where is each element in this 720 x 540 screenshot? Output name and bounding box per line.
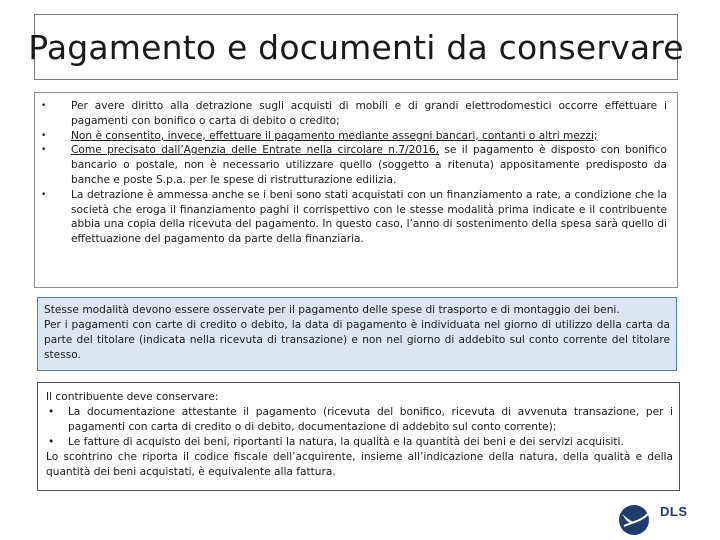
conserve-box (37, 382, 680, 491)
conserve-intro: Il contribuente deve conservare: (46, 391, 219, 403)
bullet-item (41, 99, 667, 129)
conserve-outro: Lo scontrino che riporta il codice fiscale dell’acquirente, insieme all’indicazione della natura, della qualità e della quantità dei beni acquistati, è equivalente alla fattura. (46, 451, 673, 478)
logo-text: DLS (660, 504, 688, 519)
bullet-icon: • (48, 406, 55, 418)
bullet-list (41, 99, 667, 247)
bullets-box (34, 92, 678, 288)
bullet-text: Per avere diritto alla detrazione sugli acquisti di mobili e di grandi elettrodomestici occorre effettuare i pagamenti con bonifico o carta di debito o credito; (71, 100, 667, 127)
info-line-1: Stesse modalità devono essere osservate per il pagamento delle spese di trasporto e di montaggio dei beni. (44, 304, 620, 316)
bullet-text: Non è consentito, invece, effettuare il pagamento mediante assegni bancari, contanti o altri mezzi; (71, 129, 598, 142)
conserve-item-1 (46, 405, 673, 435)
bullet-icon: • (41, 101, 47, 111)
bullet-text: La detrazione è ammessa anche se i beni sono stati acquistati con un finanziamento a rate, a condizione che la società che eroga il finanziamento paghi il corrispettivo con le stesse modalità prima indicate e il contribuente abbia una copia della ricevuta del pagamento. In questo caso, l’anno di sostenimento della spesa sarà quello di effettuazione del pagamento da parte della finanziaria. (71, 188, 667, 246)
bullet-icon: • (41, 130, 47, 141)
conserve-item-text: La documentazione attestante il pagamento (ricevuta del bonifico, ricevuta di avvenuta transazione, per i pagamenti con carta di credito o di debito, documentazione di addebito sul conto corrente); (68, 406, 673, 433)
conserve-item-text: Le fatture di acquisto dei beni, riportanti la natura, la qualità e la quantità dei beni e dei servizi acquisiti. (68, 436, 624, 448)
bullet-icon: • (48, 436, 55, 448)
bullet-item (41, 188, 667, 247)
title-box (28, 14, 684, 80)
bullet-item (41, 129, 667, 144)
info-box (37, 297, 677, 371)
bullet-text: se il pagamento è disposto con bonifico bancario o postale, non è necessario utilizzare quello (soggetto a ritenuta) appositamente predisposto da banche e poste S.p.a. per le spese di ristrutturazione edilizia. (71, 144, 667, 186)
conserve-item-2 (46, 435, 673, 450)
page-title: Pagamento e documenti da conservare (28, 27, 684, 67)
bullet-text: Come precisato dall’Agenzia delle Entrate nella circolare n.7/2016, (71, 144, 439, 157)
bullet-icon: • (41, 145, 47, 156)
info-line-2: Per i pagamenti con carte di credito o debito, la data di pagamento è individuata nel giorno di utilizzo della carta da parte del titolare (indicata nella ricevuta di transazione) e non nel giorno di addebito sul conto corrente del titolare stesso. (44, 319, 670, 361)
bullet-item (41, 143, 667, 187)
bullet-icon: • (41, 189, 47, 200)
